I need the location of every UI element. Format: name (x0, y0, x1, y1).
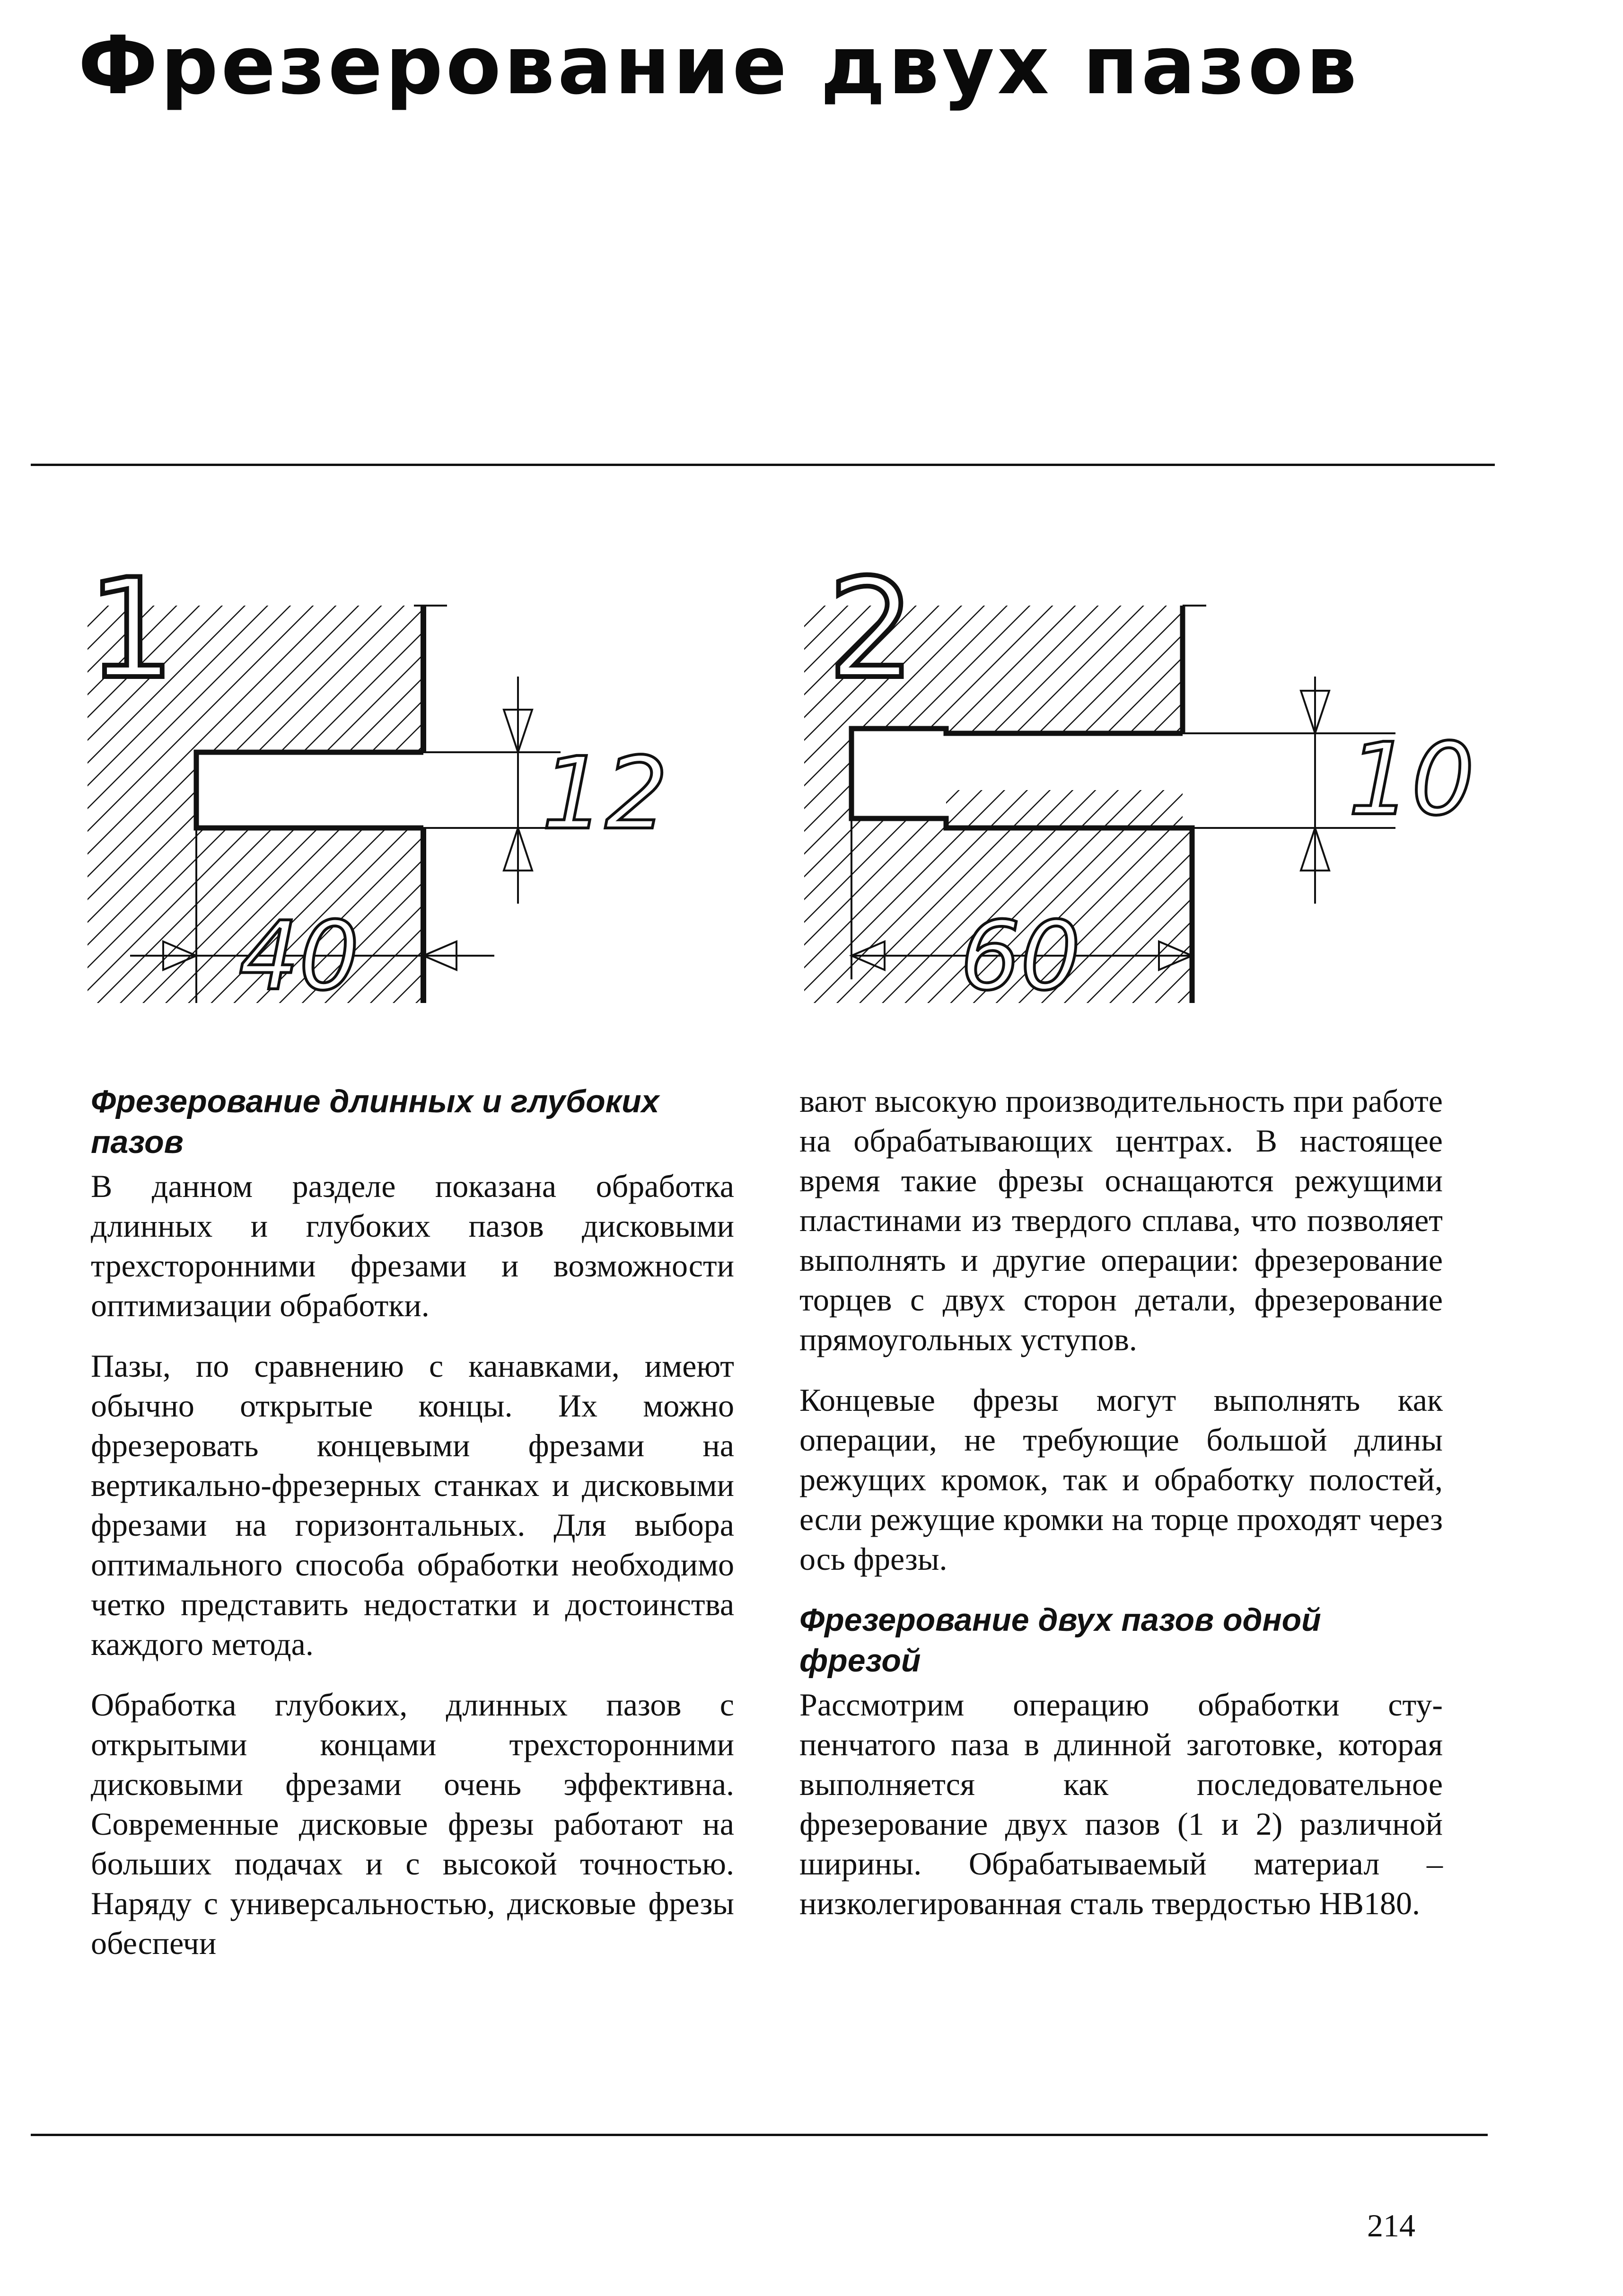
figure-2-width-label: 10 (1348, 721, 1475, 837)
paragraph: вают высокую производительность при работе на обрабатывающих центрах. В настоящее время такие фрезы оснащаются режущими пластинами из твердого сплава, что позволяет выполнять и другие операции: фрезерование торцев с двух сторон детали, фрезерование прямоугольных уступов. (799, 1083, 1443, 1357)
bottom-divider (31, 2134, 1488, 2136)
left-column (91, 1081, 734, 1984)
top-divider (31, 464, 1495, 466)
right-column (799, 1081, 1443, 1944)
paragraph: В данном разделе показана обработка длинных и глубоких пазов дисковыми трехсторонними фрезами и возможности оптимизации обработки. (91, 1168, 734, 1323)
figure-1-depth-label: 40 (239, 901, 360, 1012)
paragraph: Рассмотрим операцию обработки ступенчатого паза в длинной заготовке, которая выполняется как последовательное фрезерование двух пазов (1 и 2) различной ширины. Обрабатываемый материал – низколегированная сталь твердостью HB180. (799, 1687, 1443, 1921)
paragraph: Концевые фрезы могут выполнять как операции, не требующие большой длины режущих кромок, так и обработку полостей, если режущие кромки на торце проходят через ось фрезы. (799, 1382, 1443, 1577)
figure-1-label: 1 (88, 550, 175, 709)
figure-1-slot-diagram (88, 535, 740, 1027)
figure-2-depth-label: 60 (960, 901, 1081, 1012)
paragraph: Обработка глубоких, длинных пазов с открытыми концами трехсторонними дисковыми фрезами очень эффективна. Современные дисковые фрезы работают на больших подачах и с высокой точностью. Наряду с универсальностью, дисковые фрезы обеспечи (91, 1687, 734, 1961)
section-heading-long-deep-slots: Фрезерование длинных и глубоких пазов (91, 1083, 659, 1160)
section-heading-two-slots-one-cutter: Фрезерование двух пазов одной фрезой (799, 1602, 1321, 1679)
figure-2-slot-diagram (804, 535, 1509, 1027)
figure-2-label: 2 (828, 550, 915, 709)
page-number: 214 (1367, 2208, 1415, 2243)
paragraph: Пазы, по сравнению с канавками, имеют обычно открытые концы. Их можно фрезеровать концевыми фрезами на вертикально-фрезерных станках и дисковыми фрезами на горизонтальных. Для выбора оптимального способа обработки необходимо четко представить недостатки и достоинства каждого метода. (91, 1348, 734, 1662)
page-title: Фрезерование двух пазов (78, 19, 1360, 113)
figure-1-width-dimension (423, 677, 561, 904)
figure-1-width-label: 12 (542, 736, 668, 852)
